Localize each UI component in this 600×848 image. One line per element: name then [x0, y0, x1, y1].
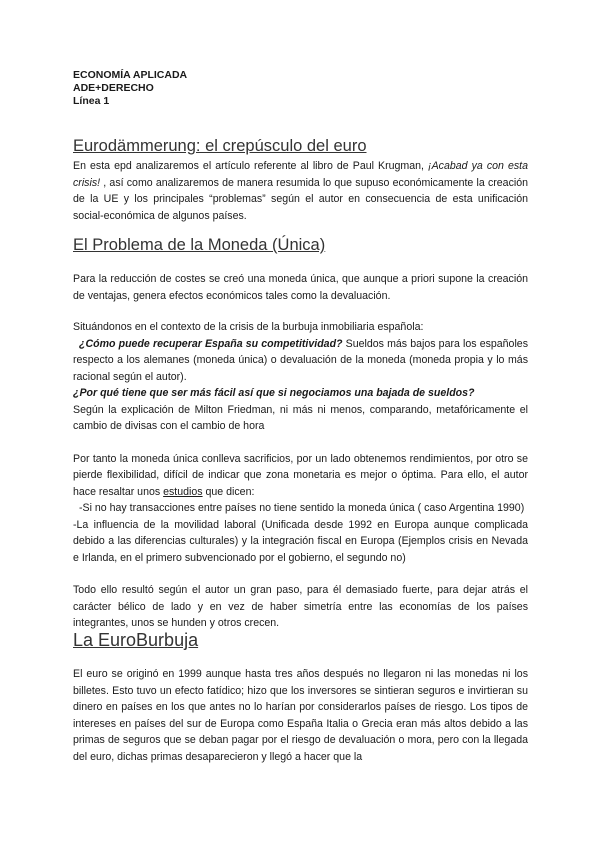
degree-name: ADE+DERECHO: [73, 82, 154, 94]
question-paragraph: [73, 336, 528, 386]
text: Por tanto la moneda única conlleva sacrificios, por un lado obtenemos rendimientos, por otro se pierde flexibilidad, difícil de indicar que zona monetaria es mejor o óptima. Para ello, el autor hace resaltar unos: [73, 452, 528, 498]
course-header: [73, 69, 528, 108]
paragraph: El euro se originó en 1999 aunque hasta tres años después no llegaron ni las monedas ni los billetes. Esto tuvo un efecto fatídico; hizo que los inversores se sintieran seguros e invirtieran su dinero en países en los que antes no lo harían por considerarlos países de riesgo. Los tipos de intereses en países del sur de Europa como España Italia o Grecia eran más altos debido a las primas de seguros que se deban pagar por el riesgo de devaluación o mora, pero con la llegada del euro, dichas primas desaparecieron y llegó a hacer que la: [73, 668, 528, 763]
section-title: La EuroBurbuja: [73, 630, 199, 650]
paragraph: Para la reducción de costes se creó una moneda única, que aunque a priori supone la creación de ventajas, genera efectos económicos tales como la devaluación.: [73, 273, 528, 302]
text: que dicen:: [202, 485, 255, 498]
paragraph: [73, 451, 528, 501]
intro-text-b: , así como analizaremos de manera resumida lo que supuso económicamente la creación de la UE y los principales “problemas” según el autor en consecuencia de esta unificación social-económica de algunos países.: [73, 176, 528, 222]
question-2-text: ¿Por qué tiene que ser más fácil así que si negociamos una bajada de sueldos?: [73, 387, 475, 399]
underlined-word: estudios: [163, 485, 203, 498]
course-name: ECONOMÍA APLICADA: [73, 69, 188, 81]
book-title: ¡Acabad ya con esta crisis!: [73, 160, 528, 189]
line-number: Línea 1: [73, 95, 110, 107]
question-1: ¿Cómo puede recuperar España su competitividad?: [79, 337, 343, 350]
intro-text-a: En esta epd analizaremos el artículo referente al libro de Paul Krugman,: [73, 160, 429, 172]
paragraph: Todo ello resultó según el autor un gran paso, para él demasiado fuerte, para dejar atrás el carácter bélico de lado y en vez de haber simetría entre las economías de los países integrantes, unos se hunden y otros crecen.: [73, 584, 528, 629]
section-title: El Problema de la Moneda (Única): [73, 236, 326, 254]
intro-paragraph: [73, 158, 528, 224]
section-euroburbuja: [73, 630, 528, 765]
section-problema-moneda: [73, 236, 528, 632]
paragraph: Situándonos en el contexto de la crisis de la burbuja inmobiliaria española:: [73, 321, 424, 333]
section-title: Eurodämmerung: el crepúsculo del euro: [73, 137, 367, 155]
question-2: [73, 385, 528, 402]
section-eurodammerung: [73, 137, 528, 224]
answer-1: Sueldos más bajos para los españoles respecto a los alemanes (moneda única) o devaluación de la moneda (moneda propia y lo más racional según el autor).: [73, 337, 528, 383]
list-item: -Si no hay transacciones entre países no tiene sentido la moneda única ( caso Argentina 1990): [79, 502, 525, 514]
paragraph: Según la explicación de Milton Friedman, ni más ni menos, comparando, metafóricamente el cambio de divisas con el cambio de hora: [73, 403, 528, 432]
list-item: -La influencia de la movilidad laboral (Unificada desde 1992 en Europa aunque complicada debido a las diferencias culturales) y la integración fiscal en Europa (Ejemplos crisis en Nevada e Irlanda, en el primero subvencionado por el gobierno, el segundo no): [73, 518, 528, 564]
